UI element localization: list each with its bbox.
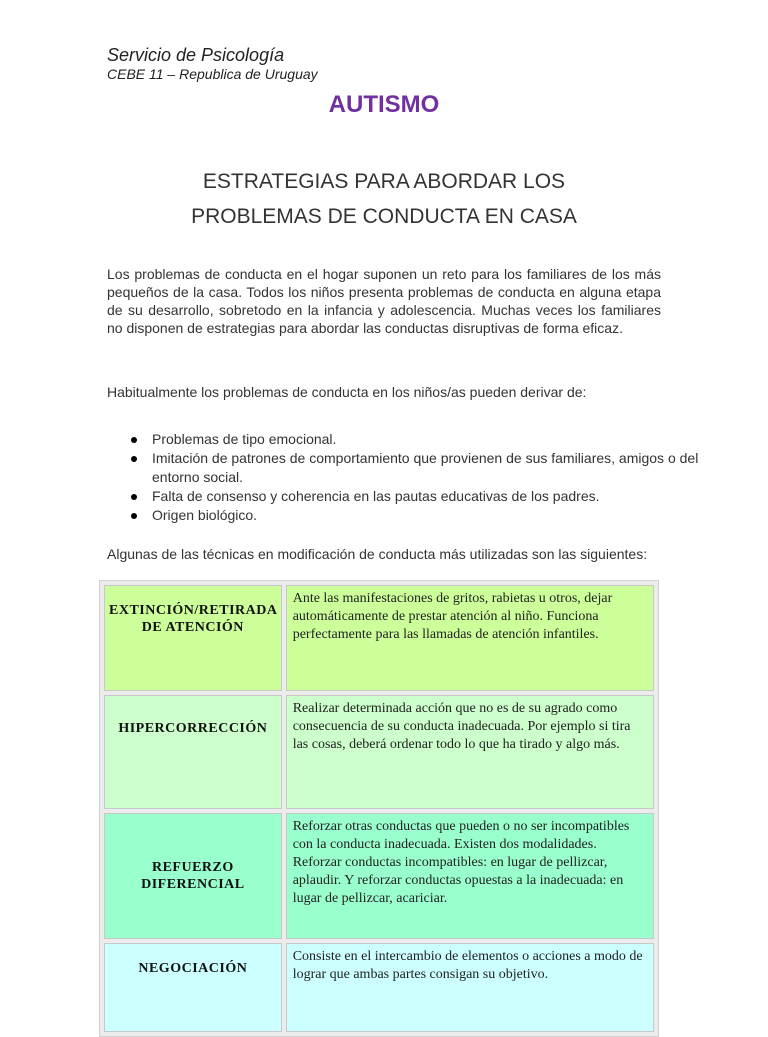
bullet-icon — [131, 513, 137, 519]
technique-term: REFUERZO DIFERENCIAL — [104, 813, 282, 939]
list-item-text: Problemas de tipo emocional. — [152, 431, 337, 447]
list-item-text: Origen biológico. — [152, 507, 258, 523]
technique-term: NEGOCIACIÓN — [104, 943, 282, 1032]
causes-lead-paragraph: Habitualmente los problemas de conducta en los niños/as pueden derivar de: — [107, 384, 587, 400]
table-row — [104, 943, 654, 1032]
technique-term: EXTINCIÓN/RETIRADA DE ATENCIÓN — [104, 585, 282, 691]
title-line: ESTRATEGIAS PARA ABORDAR LOS — [202, 170, 566, 193]
table-row — [104, 695, 654, 809]
bullet-icon — [131, 494, 137, 500]
bullet-icon — [131, 456, 137, 462]
document-title — [0, 164, 768, 234]
technique-description: Consiste en el intercambio de elementos o acciones a modo de lograr que ambas partes consigan su objetivo. — [286, 943, 654, 1032]
technique-term: HIPERCORRECCIÓN — [104, 695, 282, 809]
technique-description: Ante las manifestaciones de gritos, rabietas u otros, dejar automáticamente de prestar atención al niño. Funciona perfectamente para las llamadas de atención infantiles. — [286, 585, 654, 691]
bullet-icon — [131, 437, 137, 443]
org-name: Servicio de Psicología — [107, 45, 285, 65]
technique-description: Realizar determinada acción que no es de su agrado como consecuencia de su conducta inadecuada. Por ejemplo si tira las cosas, deberá ordenar todo lo que ha tirado y algo más. — [286, 695, 654, 809]
document-header — [107, 44, 318, 83]
techniques-lead-paragraph: Algunas de las técnicas en modificación de conducta más utilizadas son las siguientes: — [107, 546, 648, 562]
technique-description: Reforzar otras conductas que pueden o no ser incompatibles con la conducta inadecuada. Existen dos modalidades. Reforzar conductas incompatibles: en lugar de pellizcar, aplaudir. Y reforzar conductas opuestas a la inadecuada: en lugar de pellizcar, acariciar. — [286, 813, 654, 939]
techniques-table — [99, 580, 659, 1037]
title-line: PROBLEMAS DE CONDUCTA EN CASA — [191, 205, 577, 228]
table-row — [104, 813, 654, 939]
list-item-text: Falta de consenso y coherencia en las pautas educativas de los padres. — [152, 488, 600, 504]
causes-list — [107, 430, 706, 525]
list-item — [152, 430, 706, 449]
topic-heading: AUTISMO — [328, 91, 440, 118]
list-item — [152, 506, 706, 525]
org-subtitle: CEBE 11 – Republica de Uruguay — [107, 66, 318, 82]
list-item — [152, 487, 706, 506]
list-item-text: Imitación de patrones de comportamiento que provienen de sus familiares, amigos o del entorno social. — [152, 450, 699, 485]
table-row — [104, 585, 654, 691]
intro-paragraph: Los problemas de conducta en el hogar suponen un reto para los familiares de los más pequeños de la casa. Todos los niños presenta problemas de conducta en alguna etapa de su desarrollo, sobretodo en la infancia y adolescencia. Muchas veces los familiares no disponen de estrategias para abordar las conductas disruptivas de forma eficaz. — [107, 266, 661, 336]
list-item — [152, 449, 706, 487]
